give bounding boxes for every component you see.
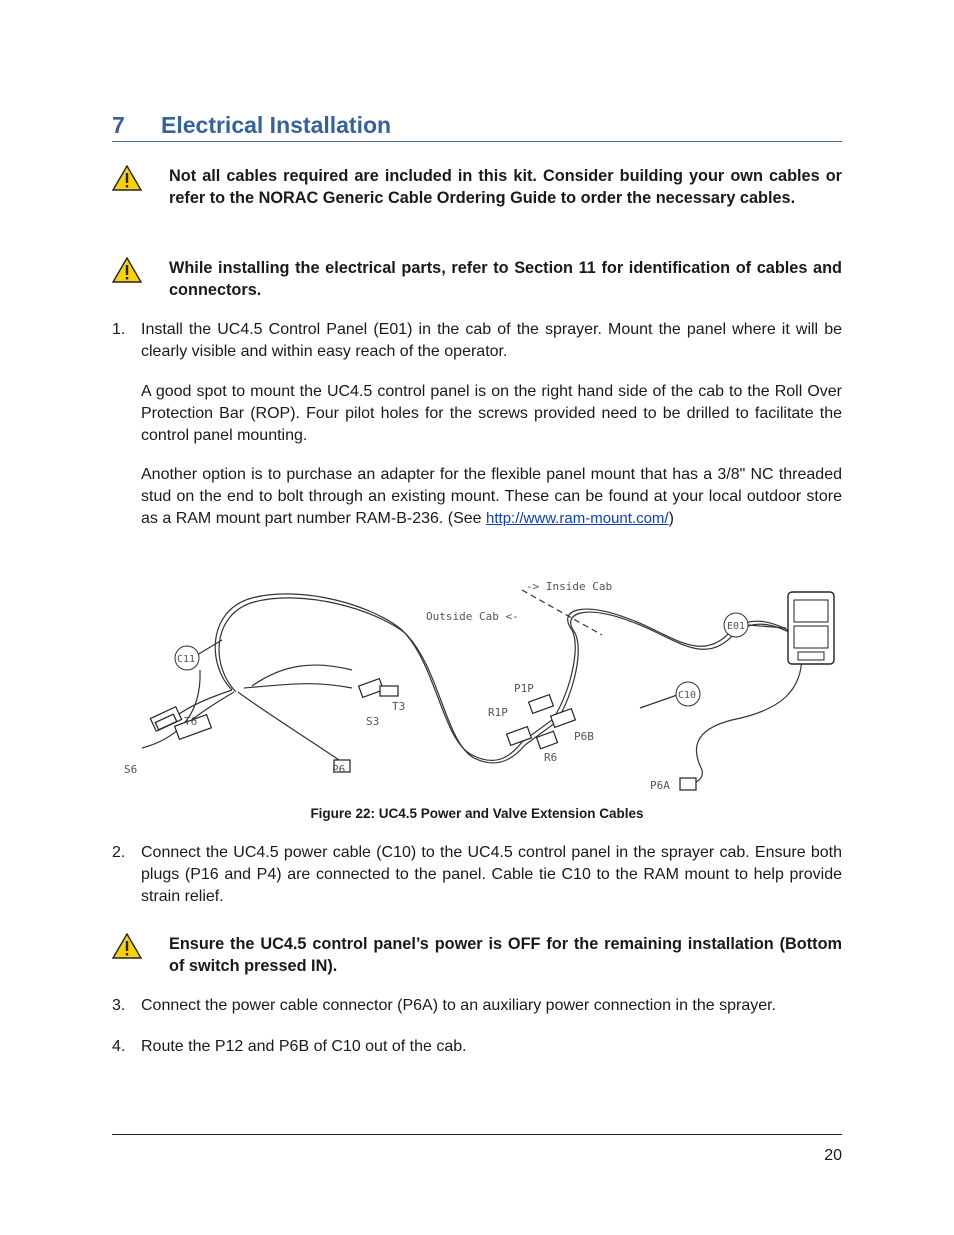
label-outside-cab: Outside Cab <-	[426, 610, 519, 623]
step-number: 2.	[112, 844, 126, 861]
step-text: Install the UC4.5 Control Panel (E01) in the cab of the sprayer. Mount the panel where it will be clearly visible and within easy reach of the operator.	[141, 321, 842, 360]
label-t6: T6	[184, 715, 198, 728]
label-p6a: P6A	[650, 779, 670, 792]
label-c11: C11	[177, 654, 196, 665]
label-r1p: R1P	[488, 706, 508, 719]
label-c10: C10	[678, 690, 697, 701]
warning-text: While installing the electrical parts, refer to Section 11 for identification of cables and connectors.	[169, 259, 842, 299]
label-p6b: P6B	[574, 730, 594, 743]
page-number: 20	[824, 1147, 842, 1164]
label-s6: S6	[124, 763, 138, 776]
step-2	[112, 842, 842, 908]
step-1-paragraph-2: A good spot to mount the UC4.5 control panel is on the right hand side of the cab to the Roll Over Protection Bar (ROP). Four pilot holes for the screws provided need to be drilled to facilitate the control panel mounting.	[141, 383, 842, 444]
footer-divider	[112, 1134, 842, 1135]
section-heading	[112, 112, 842, 142]
paragraph-text: Another option is to purchase an adapter for the flexible panel mount that has a 3/8" NC threaded stud on the end to bolt through an existing mount. These can be found at your local outdoor store as a RAM mount part number RAM-B-236. (See	[141, 466, 842, 527]
warning-note-section11	[112, 257, 842, 301]
control-panel-e01	[788, 592, 834, 664]
label-r6: R6	[544, 751, 558, 764]
step-4	[112, 1036, 842, 1058]
warning-triangle-icon	[112, 257, 142, 283]
step-1	[112, 319, 842, 363]
warning-text: Not all cables required are included in this kit. Consider building your own cables or refer to the NORAC Generic Cable Ordering Guide to order the necessary cables.	[169, 167, 842, 207]
warning-note-cables	[112, 165, 842, 209]
step-text: Connect the UC4.5 power cable (C10) to the UC4.5 control panel in the sprayer cab. Ensure both plugs (P16 and P4) are connected to the panel. Cable tie C10 to the RAM mount to help provide strain relief.	[141, 844, 842, 905]
step-1-paragraph-3	[141, 464, 842, 530]
step-number: 1.	[112, 321, 126, 338]
label-t3: T3	[392, 700, 406, 713]
ram-mount-link[interactable]: http://www.ram-mount.com/	[486, 510, 669, 527]
section-number: 7	[112, 112, 125, 138]
label-p6: P6	[332, 763, 346, 776]
figure-caption: Figure 22: UC4.5 Power and Valve Extension Cables	[310, 806, 644, 821]
paragraph-text-end: )	[668, 510, 674, 527]
cable-diagram	[112, 570, 842, 802]
label-s3: S3	[366, 715, 380, 728]
step-number: 3.	[112, 997, 126, 1014]
warning-text: Ensure the UC4.5 control panel’s power is OFF for the remaining installation (Bottom of switch pressed IN).	[169, 935, 842, 975]
section-title: Electrical Installation	[161, 112, 392, 138]
step-number: 4.	[112, 1038, 126, 1055]
warning-note-power-off	[112, 933, 842, 977]
step-text: Connect the power cable connector (P6A) to an auxiliary power connection in the sprayer.	[141, 997, 777, 1014]
warning-triangle-icon	[112, 165, 142, 191]
step-text: Route the P12 and P6B of C10 out of the cab.	[141, 1038, 467, 1055]
label-inside-cab: -> Inside Cab	[526, 580, 613, 593]
label-e01: E01	[727, 621, 746, 632]
warning-triangle-icon	[112, 933, 142, 959]
label-p1p: P1P	[514, 682, 534, 695]
step-3	[112, 995, 842, 1017]
